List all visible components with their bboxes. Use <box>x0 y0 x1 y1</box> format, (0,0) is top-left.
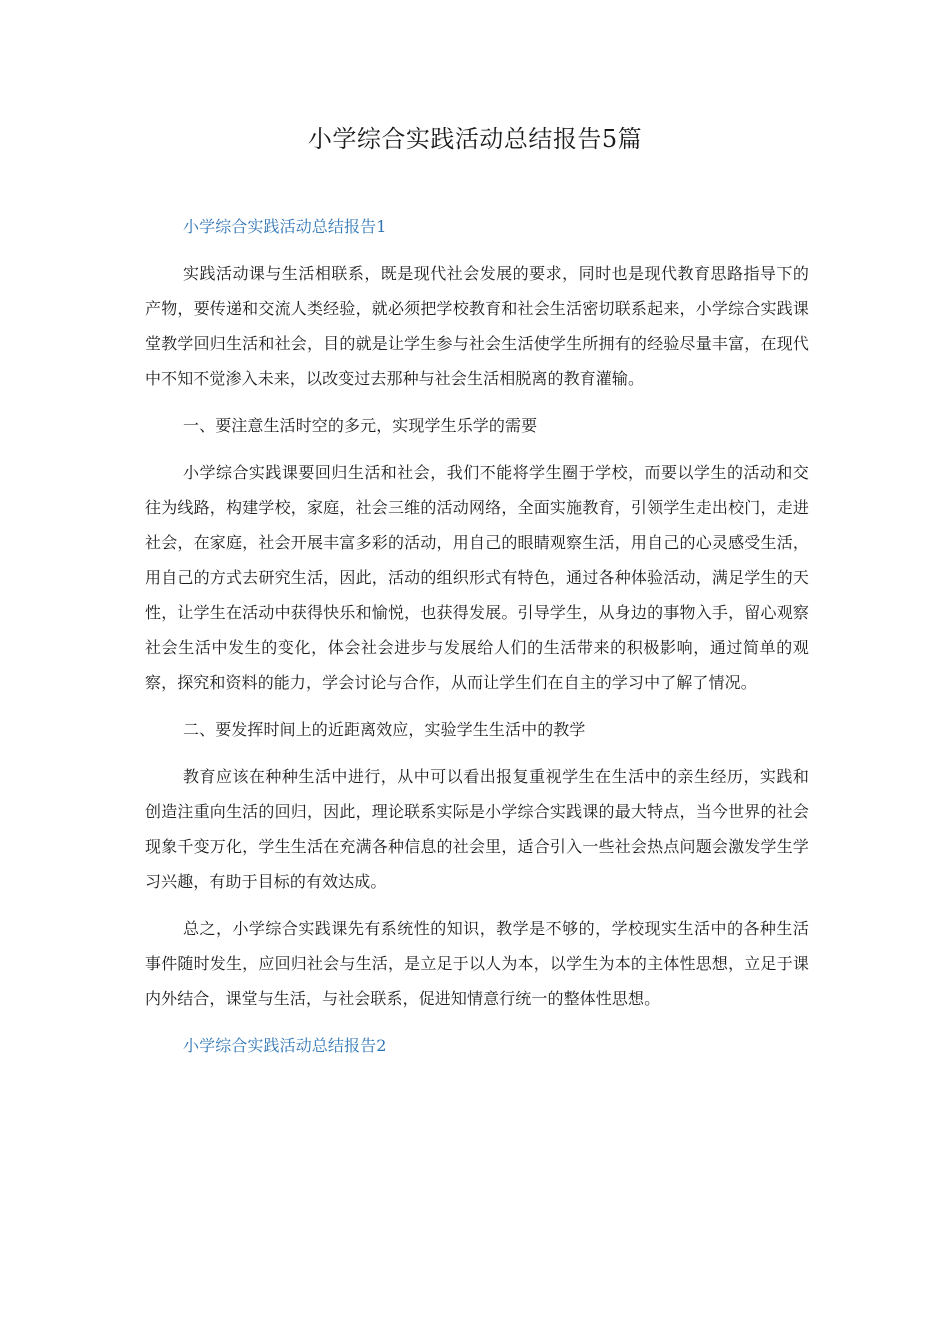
subheading-one: 一、要注意生活时空的多元，实现学生乐学的需要 <box>183 416 538 435</box>
paragraph-conclusion: 总之，小学综合实践课先有系统性的知识，教学是不够的，学校现实生活中的各种生活事件随时发生，应回归社会与生活，是立足于以人为本，以学生为本的主体性思想，立足于课内外结合，课堂与生活，与社会联系，促进知情意行统一的整体性思想。 <box>145 919 809 1008</box>
paragraph-two: 教育应该在种种生活中进行，从中可以看出报复重视学生在生活中的亲生经历，实践和创造注重向生活的回归，因此，理论联系实际是小学综合实践课的最大特点，当今世界的社会现象千变万化，学生生活在充满各种信息的社会里，适合引入一些社会热点问题会激发学生学习兴趣，有助于目标的有效达成。 <box>145 767 809 891</box>
document-body <box>145 209 809 1075</box>
section-heading-1[interactable]: 小学综合实践活动总结报告1 <box>183 217 387 236</box>
document-title: 小学综合实践活动总结报告5篇 <box>307 125 643 153</box>
subheading-two: 二、要发挥时间上的近距离效应，实验学生生活中的教学 <box>183 720 586 739</box>
paragraph-one: 小学综合实践课要回归生活和社会，我们不能将学生圈于学校，而要以学生的活动和交往为线路，构建学校，家庭，社会三维的活动网络，全面实施教育，引领学生走出校门，走进社会，在家庭，社会开展丰富多彩的活动，用自己的眼睛观察生活，用自己的心灵感受生活，用自己的方式去研究生活，因此，活动的组织形式有特色，通过各种体验活动，满足学生的天性，让学生在活动中获得快乐和愉悦，也获得发展。引导学生，从身边的事物入手，留心观察社会生活中发生的变化，体会社会进步与发展给人们的生活带来的积极影响，通过简单的观察，探究和资料的能力，学会讨论与合作，从而让学生们在自主的学习中了解了情况。 <box>145 463 809 692</box>
paragraph-intro: 实践活动课与生活相联系，既是现代社会发展的要求，同时也是现代教育思路指导下的产物，要传递和交流人类经验，就必须把学校教育和社会生活密切联系起来，小学综合实践课堂教学回归生活和社会，目的就是让学生参与社会生活使学生所拥有的经验尽量丰富，在现代中不知不觉渗入未来，以改变过去那种与社会生活相脱离的教育灌输。 <box>145 264 809 388</box>
section-heading-2[interactable]: 小学综合实践活动总结报告2 <box>183 1036 387 1055</box>
